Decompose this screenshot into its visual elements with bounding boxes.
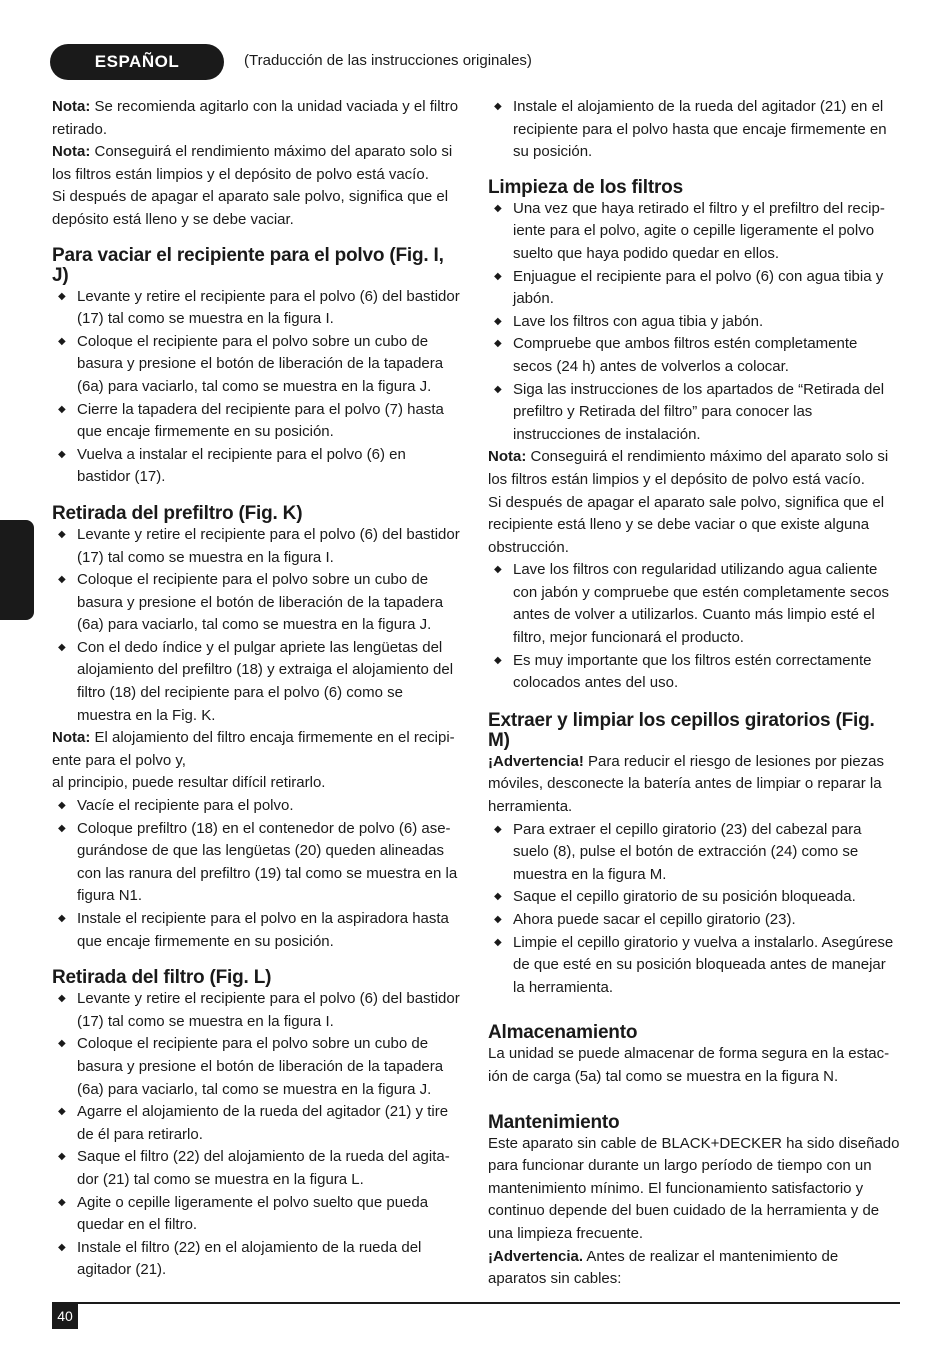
list-item: ◆ Saque el cepillo giratorio de su posición bloqueada. [488, 886, 900, 909]
list-item: ◆ Siga las instrucciones de los apartados de “Retirada del prefiltro y Retirada del filtro” para conocer las instrucciones de instalación. [488, 379, 900, 447]
list-item: ◆ Levante y retire el recipiente para el polvo (6) del bastidor (17) tal como se muestra en la figura I. [52, 988, 460, 1033]
prefiltro-list [52, 524, 460, 727]
vaciar-list [52, 286, 460, 489]
list-item: ◆ Coloque el recipiente para el polvo sobre un cubo de basura y presione el botón de liberación de la tapadera (6a) para vaciarlo, tal como se muestra en la figura J. [52, 569, 460, 637]
list-item: ◆ Saque el filtro (22) del alojamiento de la rueda del agita-dor (21) tal como se muestra en la figura L. [52, 1146, 460, 1191]
list-item: ◆ Agite o cepille ligeramente el polvo suelto que pueda quedar en el filtro. [52, 1192, 460, 1237]
list-item: ◆ Vuelva a instalar el recipiente para el polvo (6) en bastidor (17). [52, 444, 460, 489]
list-item: ◆ Instale el alojamiento de la rueda del agitador (21) en el recipiente para el polvo hasta que encaje firmemente en su posición. [488, 96, 900, 164]
list-item: ◆ Cierre la tapadera del recipiente para el polvo (7) hasta que encaje firmemente en su posición. [52, 399, 460, 444]
list-item: ◆ Levante y retire el recipiente para el polvo (6) del bastidor (17) tal como se muestra en la figura I. [52, 524, 460, 569]
nota-rendimiento: Nota: Conseguirá el rendimiento máximo del aparato solo si los filtros están limpios y el depósito de polvo está vacío. [52, 143, 453, 183]
agitador-list [488, 96, 900, 164]
list-item: ◆ Instale el filtro (22) en el alojamiento de la rueda del agitador (21). [52, 1237, 460, 1282]
list-item: ◆ Para extraer el cepillo giratorio (23) del cabezal para suelo (8), pulse el botón de extracción (24) como se muestra en la figura M. [488, 819, 900, 887]
language-badge: ESPAÑOL [50, 44, 224, 80]
list-item: ◆ Compruebe que ambos filtros estén completamente secos (24 h) antes de volverlos a colocar. [488, 333, 900, 378]
heading-filtro: Retirada del filtro (Fig. L) [52, 967, 272, 989]
list-item: ◆ Lave los filtros con regularidad utilizando agua caliente con jabón y compruebe que estén completamente secos antes de volver a utilizarlos. Cuanto más limpio esté el filtro, mejor funcionará el producto. [488, 559, 900, 649]
list-item: ◆ Vacíe el recipiente para el polvo. [52, 795, 460, 818]
heading-mantenimiento: Mantenimiento [488, 1111, 620, 1133]
mantenimiento-text: Este aparato sin cable de BLACK+DECKER ha sido diseñado para funcionar durante un largo período de tiempo con un mantenimiento mínimo. El funcionamiento satisfactorio y continuo depende del buen cuidado de la herramienta y de una limpieza frecuente. [488, 1134, 900, 1242]
limpieza-paragraph: Si después de apagar el aparato sale polvo, significa que el recipiente está lleno y se debe vaciar o que existe alguna obstrucción. [488, 493, 885, 556]
list-item: ◆ Coloque el recipiente para el polvo sobre un cubo de basura y presione el botón de liberación de la tapadera (6a) para vaciarlo, tal como se muestra en la figura J. [52, 1033, 460, 1101]
nota-limpieza: Nota: Conseguirá el rendimiento máximo del aparato solo si los filtros están limpios y el depósito de polvo está vacío. [488, 448, 889, 488]
footer-rule [52, 1302, 900, 1304]
filtro-list [52, 988, 460, 1282]
heading-almacenamiento: Almacenamiento [488, 1022, 638, 1044]
heading-prefiltro: Retirada del prefiltro (Fig. K) [52, 502, 303, 524]
heading-vaciar: Para vaciar el recipiente para el polvo (Fig. I, J) [52, 244, 444, 286]
list-item: ◆ Limpie el cepillo giratorio y vuelva a instalarlo. Asegúrese de que esté en su posición bloqueada antes de manejar la herramienta. [488, 932, 900, 1000]
right-column [488, 96, 900, 1291]
limpieza-list [488, 198, 900, 447]
list-item: ◆ Coloque prefiltro (18) en el contenedor de polvo (6) ase-gurándose de que las lengüetas (20) queden alineadas con las ranura del prefiltro (19) tal como se muestra en la figura N1. [52, 818, 460, 908]
nota-prefiltro-cont: al principio, puede resultar difícil retirarlo. [52, 774, 326, 792]
advertencia-cepillos: ¡Advertencia! Para reducir el riesgo de lesiones por piezas móviles, desconecte la batería antes de limpiar o reparar la herramienta. [488, 752, 885, 816]
prefiltro-list-2 [52, 795, 460, 953]
limpieza-list-2 [488, 559, 900, 695]
list-item: ◆ Instale el recipiente para el polvo en la aspiradora hasta que encaje firmemente en su posición. [52, 908, 460, 953]
list-item: ◆ Una vez que haya retirado el filtro y el prefiltro del recip-iente para el polvo, agite o cepille ligeramente el polvo suelto que haya podido quedar en ellos. [488, 198, 900, 266]
section-side-tab [0, 520, 34, 620]
list-item: ◆ Lave los filtros con agua tibia y jabón. [488, 311, 900, 334]
list-item: ◆ Es muy importante que los filtros estén correctamente colocados antes del uso. [488, 650, 900, 695]
list-item: ◆ Enjuague el recipiente para el polvo (6) con agua tibia y jabón. [488, 266, 900, 311]
heading-cepillos: Extraer y limpiar los cepillos giratorios (Fig. M) [488, 709, 875, 751]
left-column [52, 96, 460, 1282]
page-number: 40 [52, 1303, 78, 1329]
translation-note: (Traducción de las instrucciones originales) [244, 52, 532, 69]
cepillos-list [488, 819, 900, 1000]
advertencia-mantenimiento: ¡Advertencia. Antes de realizar el mantenimiento de aparatos sin cables: [488, 1247, 839, 1288]
list-item: ◆ Levante y retire el recipiente para el polvo (6) del bastidor (17) tal como se muestra en la figura I. [52, 286, 460, 331]
list-item: ◆ Agarre el alojamiento de la rueda del agitador (21) y tire de él para retirarlo. [52, 1101, 460, 1146]
list-item: ◆ Ahora puede sacar el cepillo giratorio (23). [488, 909, 900, 932]
nota-agitar: Nota: Se recomienda agitarlo con la unidad vaciada y el filtro retirado. [52, 98, 459, 138]
intro-paragraph: Si después de apagar el aparato sale polvo, significa que el depósito está lleno y se debe vaciar. [52, 188, 449, 228]
heading-limpieza-filtros: Limpieza de los filtros [488, 176, 683, 198]
list-item: ◆ Coloque el recipiente para el polvo sobre un cubo de basura y presione el botón de liberación de la tapadera (6a) para vaciarlo, tal como se muestra en la figura J. [52, 331, 460, 399]
list-item: ◆ Con el dedo índice y el pulgar apriete las lengüetas del alojamiento del prefiltro (18) y extraiga el alojamiento del filtro (18) del recipiente para el polvo (6) como se muestra en la Fig. K. [52, 637, 460, 727]
almacenamiento-text: La unidad se puede almacenar de forma segura en la estac-ión de carga (5a) tal como se muestra en la figura N. [488, 1045, 890, 1085]
nota-prefiltro: Nota: El alojamiento del filtro encaja firmemente en el recipi-ente para el polvo y, [52, 729, 455, 769]
